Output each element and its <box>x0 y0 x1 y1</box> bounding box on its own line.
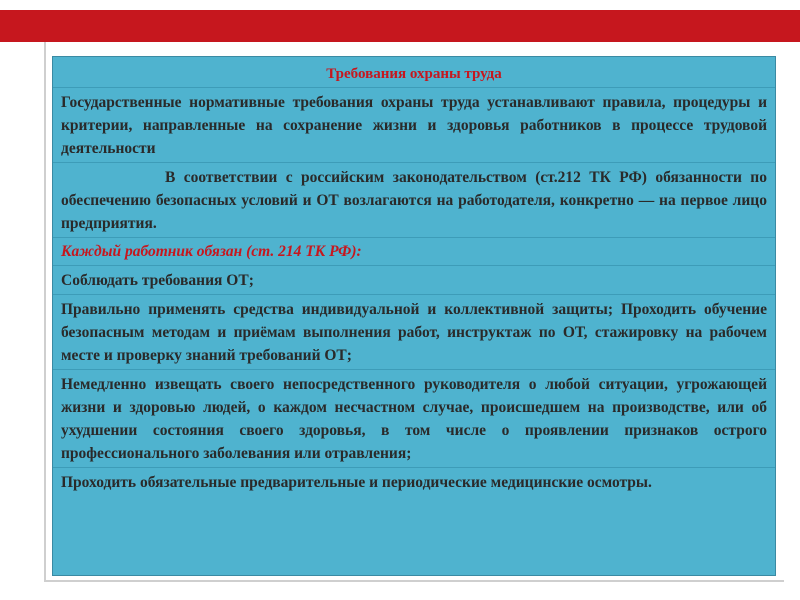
duty-item-medical: Проходить обязательные предварительные и периодические медицинские осмотры. <box>61 474 652 491</box>
duty-item-report: Немедленно извещать своего непосредственного руководителя о любой ситуации, угрожающей жизни и здоровью людей, о каждом несчастном случае, происшедшем на производстве, или об ухудшении состояния своего здоровья, в том числе о проявлении признаков острого профессионального заболевания или отравления; <box>53 370 775 468</box>
decorative-horizontal-line <box>44 580 784 582</box>
duties-heading: Каждый работник обязан (ст. 214 ТК РФ): <box>53 238 775 266</box>
top-red-band <box>0 10 800 42</box>
paragraph-state-requirements: Государственные нормативные требования охраны труда устанавливают правила, процедуры и критерии, направленные на сохранение жизни и здоровья работников в процессе трудовой деятельности <box>53 88 775 163</box>
paragraph-employer-duties: В соответствии с российским законодательством (ст.212 ТК РФ) обязанности по обеспечению безопасных условий и ОТ возлагаются на работодателя, конкретно — на первое лицо предприятия. <box>53 163 775 238</box>
duty-item-comply: Соблюдать требования ОТ; <box>53 266 775 295</box>
content-panel <box>52 56 776 576</box>
duty-item-protection-training: Правильно применять средства индивидуальной и коллективной защиты; Проходить обучение безопасным методам и приёмам выполнения работ, инструктаж по ОТ, стажировку на рабочем месте и проверку знаний требований ОТ; <box>53 295 775 370</box>
decorative-vertical-line <box>44 42 46 582</box>
page-title: Требования охраны труда <box>53 57 775 88</box>
